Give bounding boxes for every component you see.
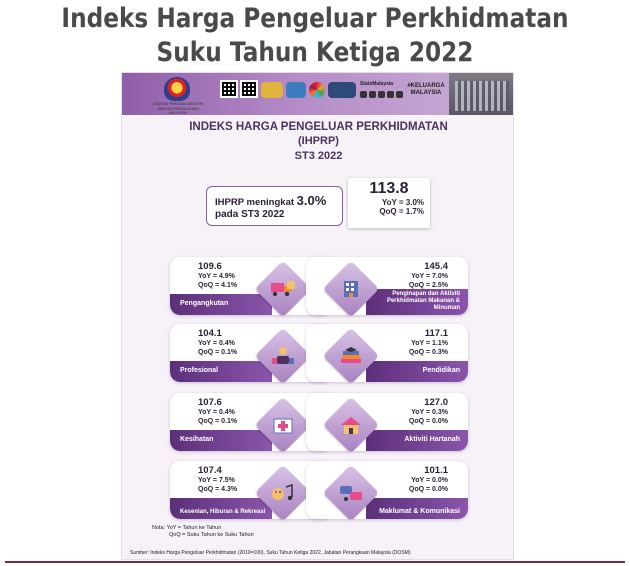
sector-yoy: YoY = 7.5% [198, 477, 235, 484]
qr-code-icon [240, 80, 258, 98]
twitter-icon [369, 91, 376, 98]
keluarga-malaysia-logo: #KELUARGA MALAYSIA [407, 83, 445, 96]
sector-index: 145.4 [424, 261, 448, 272]
sector-qoq: QoQ = 0.1% [198, 349, 238, 356]
youtube-icon [387, 91, 394, 98]
sector-qoq: QoQ = 2.5% [408, 282, 448, 289]
truck-icon [270, 278, 296, 300]
bottom-divider [5, 561, 625, 563]
sector-label: Profesional [180, 367, 219, 374]
summary-callout [206, 186, 343, 226]
sector-label: Pengangkutan [180, 300, 229, 307]
note-qoq: QoQ = Suku Tahun ke Suku Tahun [169, 532, 254, 538]
sector-qoq: QoQ = 0.1% [198, 418, 238, 425]
sector-label: Penginapan dan Aktiviti Perkhidmatan Makanan & Minuman [386, 291, 460, 311]
house-icon [338, 414, 364, 436]
qr-code-icon [220, 80, 238, 98]
headline-index: 113.8 [369, 180, 409, 197]
malaysia-crest-icon [164, 77, 190, 101]
source-citation: Sumber: Indeks Harga Pengeluar Perkhidmatan (2010=100), Suku Tahun Ketiga 2022, Jabatan Perangkaan Malaysia (DOSM) [130, 550, 411, 556]
mes-logo-icon [286, 82, 306, 98]
header-banner [122, 73, 514, 115]
page-title-line1: Indeks Harga Pengeluar Perkhidmatan [61, 3, 569, 34]
sector-index: 104.1 [198, 328, 222, 339]
legend-note [152, 525, 254, 539]
social-media-icons [360, 91, 403, 98]
sector-label: Pendidikan [422, 367, 460, 374]
poster-title: INDEKS HARGA PENGELUAR PERKHIDMATAN [189, 121, 448, 133]
building-icon [338, 278, 364, 300]
stats-malaysia-label: StatsMalaysia [360, 81, 394, 87]
sector-index: 107.4 [198, 465, 222, 476]
sector-index: 127.0 [424, 397, 448, 408]
communication-icon [338, 482, 364, 504]
callout-period: pada ST3 2022 [215, 209, 285, 220]
callout-prefix: IHPRP meningkat [215, 197, 295, 208]
sector-yoy: YoY = 0.4% [198, 409, 235, 416]
sector-yoy: YoY = 0.0% [411, 477, 448, 484]
headline-yoy: YoY = 3.0% [381, 198, 424, 207]
sector-index: 109.6 [198, 261, 222, 272]
sector-label: Kesihatan [180, 436, 214, 443]
page-title-line2: Suku Tahun Ketiga 2022 [156, 37, 474, 68]
note-yoy: Nota: YoY = Tahun ke Tahun [152, 525, 222, 531]
sector-label: Kesenian, Hiburan & Rekreasi [180, 509, 266, 515]
sector-index: 107.6 [198, 397, 222, 408]
sector-qoq: QoQ = 0.0% [408, 418, 448, 425]
infographic-poster [121, 72, 514, 560]
sector-yoy: YoY = 1.1% [411, 340, 448, 347]
census-logo-icon [328, 82, 356, 98]
sector-index: 101.1 [424, 465, 448, 476]
professional-icon [270, 345, 296, 367]
hospital-icon [270, 414, 296, 436]
tiktok-icon [396, 91, 403, 98]
sector-yoy: YoY = 4.9% [198, 273, 235, 280]
poster-acronym: (IHPRP) [298, 135, 339, 147]
sector-qoq: QoQ = 4.3% [198, 486, 238, 493]
sector-index: 117.1 [424, 328, 448, 339]
arts-icon [270, 482, 296, 504]
sector-label: Aktiviti Hartanah [404, 436, 460, 443]
poster-period: ST3 2022 [294, 150, 343, 162]
sector-qoq: QoQ = 4.1% [198, 282, 238, 289]
sector-qoq: QoQ = 0.0% [408, 486, 448, 493]
callout-value: 3.0% [296, 193, 327, 208]
facebook-icon [360, 91, 367, 98]
headline-index-box [348, 178, 430, 228]
sector-label: Maklumat & Komunikasi [379, 508, 460, 515]
books-icon [338, 345, 364, 367]
dosm-building-image [449, 73, 514, 115]
page-title [44, 2, 586, 70]
instagram-icon [378, 91, 385, 98]
sector-yoy: YoY = 0.4% [198, 340, 235, 347]
agency-name: JABATAN PERDANA MENTERI JABATAN PERANGKAAN MALAYSIA [152, 102, 204, 115]
sdg-logo-icon [309, 82, 325, 98]
anniversary-logo-icon [261, 82, 283, 98]
sector-yoy: YoY = 0.3% [411, 409, 448, 416]
headline-qoq: QoQ = 1.7% [379, 207, 424, 216]
sector-yoy: YoY = 7.0% [411, 273, 448, 280]
sector-qoq: QoQ = 0.3% [408, 349, 448, 356]
